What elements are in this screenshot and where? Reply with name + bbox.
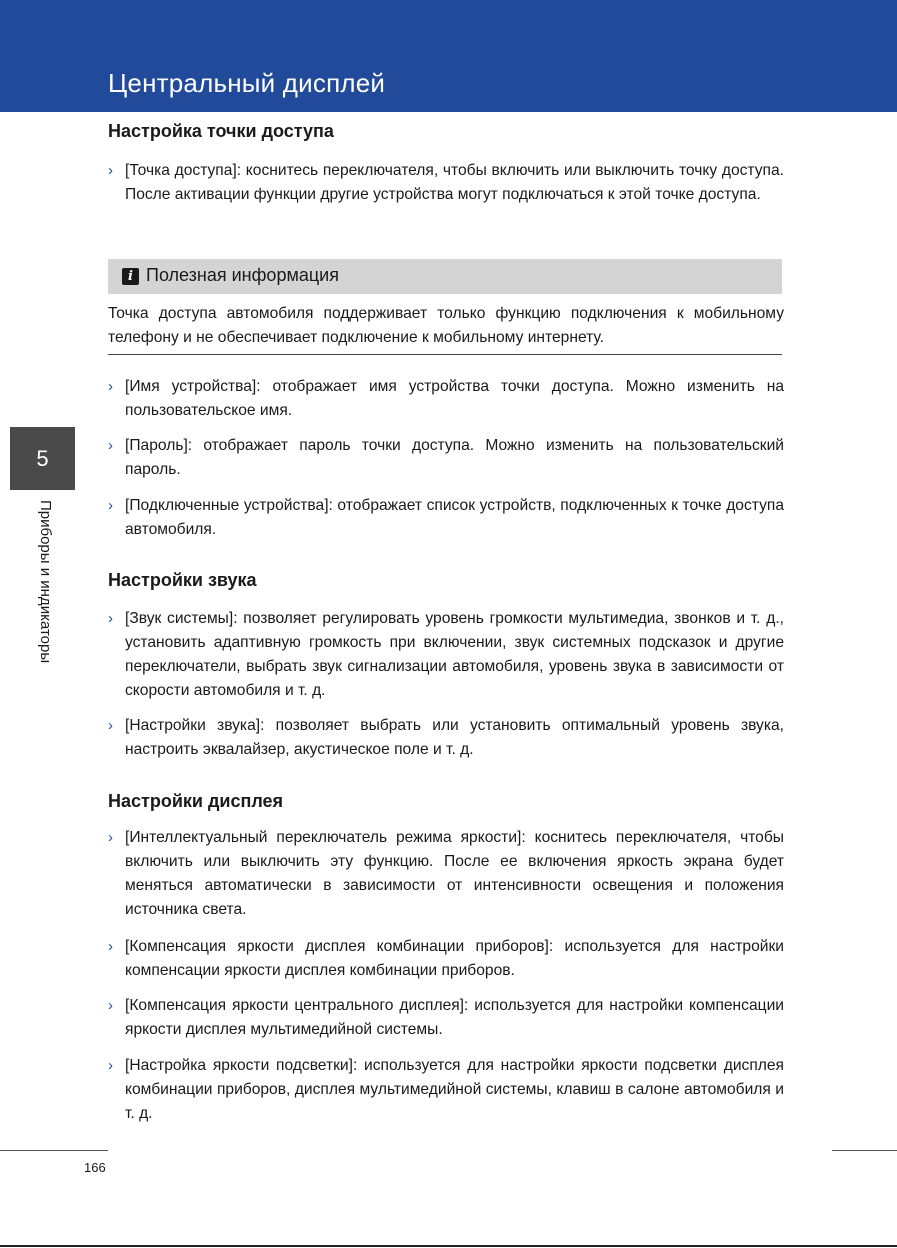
chevron-right-icon: › <box>108 497 113 514</box>
list-item: › [Настройка яркости подсветки]: используется для настройки яркости подсветки дисплея комбинации приборов, дисплея мультимедийной системы, клавиш в салоне автомобиля и т. д. <box>108 1054 784 1126</box>
chevron-right-icon: › <box>108 717 113 734</box>
list-item: › [Точка доступа]: коснитесь переключателя, чтобы включить или выключить точку доступа. После активации функции другие устройства могут подключаться к этой точке доступа. <box>108 159 784 207</box>
chevron-right-icon: › <box>108 437 113 454</box>
list-item: › [Имя устройства]: отображает имя устройства точки доступа. Можно изменить на пользовательское имя. <box>108 375 784 423</box>
chevron-right-icon: › <box>108 1057 113 1074</box>
info-box-divider <box>108 354 782 355</box>
page-title: Центральный дисплей <box>108 68 386 98</box>
list-item: › [Компенсация яркости центрального дисплея]: используется для настройки компенсации яркости дисплея мультимедийной системы. <box>108 994 784 1042</box>
info-box-header <box>108 259 782 294</box>
section-heading-hotspot: Настройка точки доступа <box>108 121 334 141</box>
section-heading-sound: Настройки звука <box>108 570 257 590</box>
list-item: › [Пароль]: отображает пароль точки доступа. Можно изменить на пользовательский пароль. <box>108 434 784 482</box>
page-number: 166 <box>84 1160 106 1175</box>
chapter-tab: 5 <box>10 427 75 490</box>
section-heading-display: Настройки дисплея <box>108 791 284 811</box>
chevron-right-icon: › <box>108 610 113 627</box>
chevron-right-icon: › <box>108 829 113 846</box>
info-icon: i <box>122 268 139 285</box>
list-item: › [Подключенные устройства]: отображает список устройств, подключенных к точке доступа автомобиля. <box>108 494 784 542</box>
chevron-right-icon: › <box>108 997 113 1014</box>
chevron-right-icon: › <box>108 938 113 955</box>
list-item: › [Интеллектуальный переключатель режима яркости]: коснитесь переключателя, чтобы включить или выключить эту функцию. После ее включения яркость экрана будет меняться автоматически в зависимости от интенсивности освещения и положения источника света. <box>108 826 784 922</box>
info-box-title: Полезная информация <box>146 265 339 285</box>
chapter-name: Приборы и индикаторы <box>37 500 54 664</box>
footer-divider <box>832 1150 897 1151</box>
list-item: › [Настройки звука]: позволяет выбрать или установить оптимальный уровень звука, настроить эквалайзер, акустическое поле и т. д. <box>108 714 784 762</box>
list-item: › [Компенсация яркости дисплея комбинации приборов]: используется для настройки компенсации яркости дисплея комбинации приборов. <box>108 935 784 983</box>
info-box-text: Точка доступа автомобиля поддерживает только функцию подключения к мобильному телефону и не обеспечивает подключение к мобильному интернету. <box>108 305 784 346</box>
list-item: › [Звук системы]: позволяет регулировать уровень громкости мультимедиа, звонков и т. д., установить адаптивную громкость при включении, звук системных подсказок и другие переключатели, выбрать звук сигнализации автомобиля, уровень звука в зависимости от скорости автомобиля и т. д. <box>108 607 784 703</box>
chevron-right-icon: › <box>108 378 113 395</box>
bottom-border <box>0 1245 897 1247</box>
chevron-right-icon: › <box>108 162 113 179</box>
footer-divider <box>0 1150 108 1151</box>
